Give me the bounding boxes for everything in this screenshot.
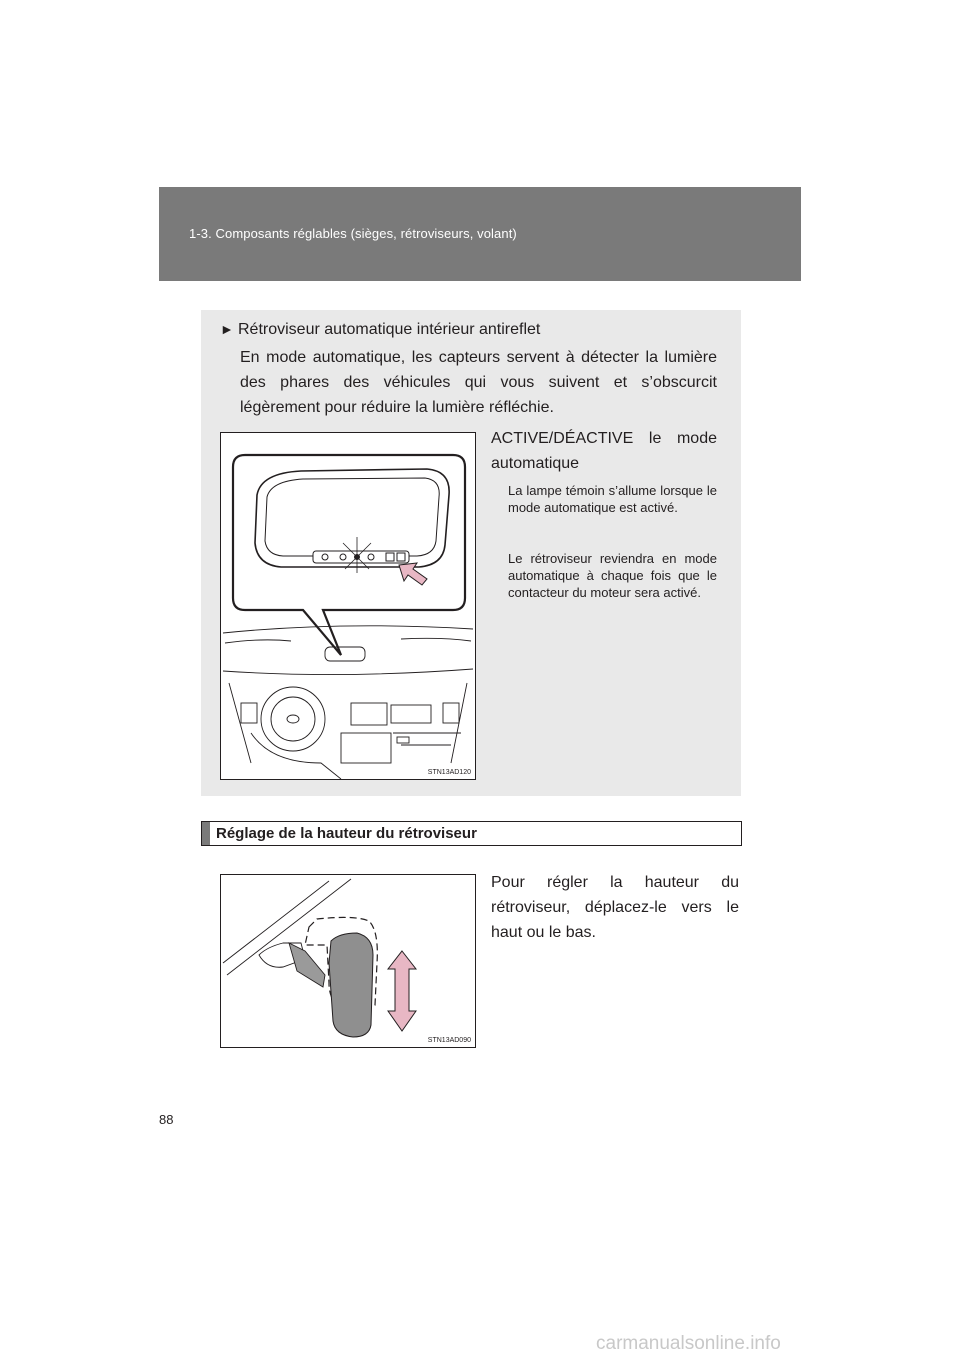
mirror-height-illustration: [221, 875, 475, 1047]
note-indicator-lamp: La lampe témoin s’allume lorsque le mode automatique est activé.: [508, 483, 717, 515]
section-header-band: [159, 187, 801, 281]
height-adjust-figure: [220, 874, 476, 1048]
callout-title: ACTIVE/DÉACTIVE le mode automatique: [491, 430, 717, 472]
height-adjust-heading: [201, 821, 742, 846]
height-adjust-heading-text: Réglage de la hauteur du rétroviseur: [216, 825, 477, 842]
section-title: 1-3. Composants réglables (sièges, rétroviseurs, volant): [189, 226, 517, 241]
heading-accent-bar: [202, 822, 210, 845]
auto-mirror-heading: [220, 321, 540, 339]
figure-code: STN13AD090: [427, 1037, 471, 1044]
note-auto-mode-return: Le rétroviseur reviendra en mode automatique à chaque fois que le contacteur du moteur sera activé.: [508, 551, 717, 600]
auto-mirror-heading-text: Rétroviseur automatique intérieur antireflet: [238, 321, 541, 338]
height-adjust-paragraph: Pour régler la hauteur du rétroviseur, déplacez-le vers le haut ou le bas.: [491, 874, 739, 941]
page-number: 88: [159, 1112, 174, 1127]
auto-mirror-paragraph: En mode automatique, les capteurs servent à détecter la lumière des phares des véhicules qui vous suivent et s’obscurcit légèrement pour réduire la lumière réfléchie.: [240, 349, 717, 416]
dashboard-mirror-illustration: [221, 433, 475, 779]
auto-mirror-figure: [220, 432, 476, 780]
right-triangle-icon: ►: [220, 321, 234, 337]
figure-code: STN13AD120: [427, 769, 471, 776]
watermark: carmanualsonline.info: [596, 1333, 781, 1354]
